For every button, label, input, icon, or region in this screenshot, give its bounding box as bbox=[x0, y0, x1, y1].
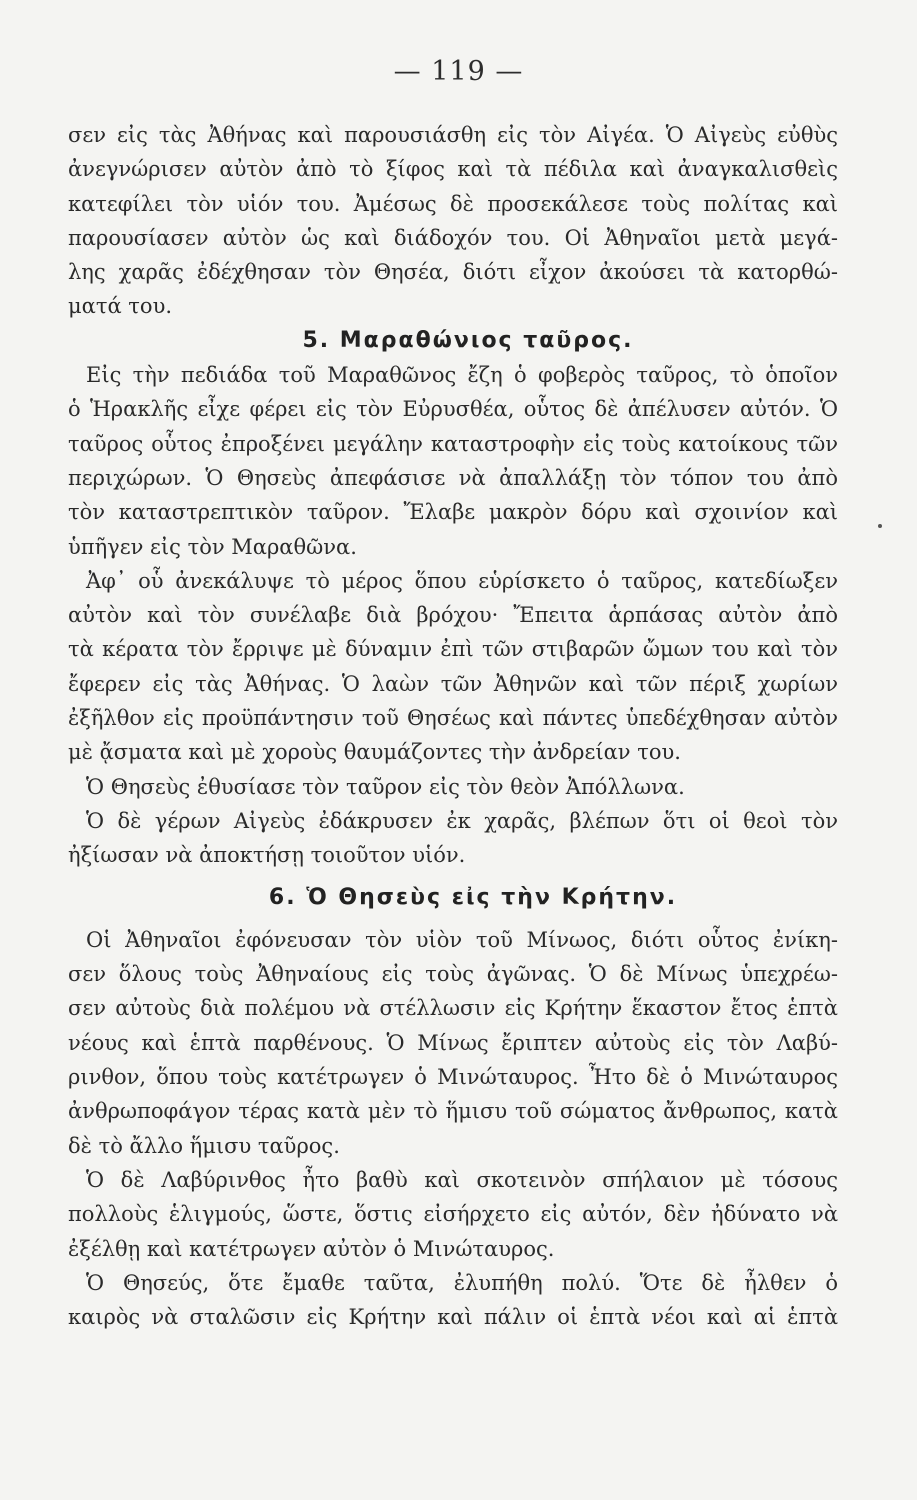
text-line: περιχώρων. Ὁ Θησεὺς ἀπεφάσισε νὰ ἀπαλλάξῃ τὸν τόπον του ἀπὸ bbox=[68, 465, 838, 490]
section-heading-5: 5. Μαραθώνιος ταῦρος. bbox=[302, 327, 634, 353]
text-line: ἐξέλθῃ καὶ κατέτρωγεν αὐτὸν ὁ Μινώταυρος. bbox=[68, 1236, 555, 1261]
text-line: ἠξίωσαν νὰ ἀποκτήσῃ τοιοῦτον υἱόν. bbox=[68, 843, 466, 868]
text-line: ἀνεγνώρισεν αὐτὸν ἀπὸ τὸ ξίφος καὶ τὰ πέδιλα καὶ ἀναγκαλισθεὶς bbox=[68, 157, 838, 182]
text-line: τὰ κέρατα τὸν ἔρριψε μὲ δύναμιν ἐπὶ τῶν στιβαρῶν ὤμων του καὶ τὸν bbox=[68, 637, 838, 662]
text-line: ὁ Ἡρακλῆς εἶχε φέρει εἰς τὸν Εὐρυσθέα, οὗτος δὲ ἀπέλυσεν αὐτόν. Ὁ bbox=[68, 397, 838, 422]
paragraph bbox=[68, 804, 838, 873]
text-line: ρινθον, ὅπου τοὺς κατέτρωγεν ὁ Μινώταυρος. Ἦτο δὲ ὁ Μινώταυρος bbox=[68, 1065, 838, 1090]
text-line: ταῦρος οὗτος ἐπροξένει μεγάλην καταστροφὴν εἰς τοὺς κατοίκους τῶν bbox=[68, 431, 838, 456]
text-line: Ἀφ᾽ οὗ ἀνεκάλυψε τὸ μέρος ὅπου εὑρίσκετο ὁ ταῦρος, κατεδίωξεν bbox=[86, 568, 838, 593]
text-line: λης χαρᾶς ἐδέχθησαν τὸν Θησέα, διότι εἶχον ἀκούσει τὰ κατορθώ- bbox=[68, 260, 838, 285]
text-line: παρουσίασεν αὐτὸν ὡς καὶ διάδοχόν του. Οἱ Ἀθηναῖοι μετὰ μεγά- bbox=[68, 225, 838, 250]
paragraph bbox=[68, 770, 838, 804]
text-line: τὸν καταστρεπτικὸν ταῦρον. Ἔλαβε μακρὸν δόρυ καὶ σχοινίον καὶ bbox=[68, 500, 838, 525]
text-line: ἀνθρωποφάγον τέρας κατὰ μὲν τὸ ἥμισυ τοῦ σώματος ἄνθρωπος, κατὰ bbox=[68, 1099, 838, 1124]
page-number: — 119 — bbox=[393, 56, 524, 87]
text-line: Ὁ δὲ Λαβύρινθος ἦτο βαθὺ καὶ σκοτεινὸν σπήλαιον μὲ τόσους bbox=[86, 1167, 838, 1192]
text-line: Οἱ Ἀθηναῖοι ἐφόνευσαν τὸν υἱὸν τοῦ Μίνωος, διότι οὗτος ἐνίκη- bbox=[86, 927, 838, 952]
text-line: καιρὸς νὰ σταλῶσιν εἰς Κρήτην καὶ πάλιν οἱ ἑπτὰ νέοι καὶ αἱ ἑπτὰ bbox=[68, 1305, 838, 1330]
text-line: Ὁ Θησεὺς ἐθυσίασε τὸν ταῦρον εἰς τὸν θεὸν Ἀπόλλωνα. bbox=[86, 774, 685, 799]
body-text bbox=[68, 118, 838, 1334]
paper-speck bbox=[878, 524, 882, 528]
text-line: ὑπῆγεν εἰς τὸν Μαραθῶνα. bbox=[68, 534, 357, 559]
text-line: ἔφερεν εἰς τὰς Ἀθήνας. Ὁ λαὼν τῶν Ἀθηνῶν καὶ τῶν πέριξ χωρίων bbox=[68, 671, 838, 696]
spacer bbox=[68, 915, 838, 923]
text-line: σεν ὅλους τοὺς Ἀθηναίους εἰς τοὺς ἀγῶνας. Ὁ δὲ Μίνως ὑπεχρέω- bbox=[68, 962, 838, 987]
text-line: νέους καὶ ἑπτὰ παρθένους. Ὁ Μίνως ἔριπτεν αὐτοὺς εἰς τὸν Λαβύ- bbox=[68, 1030, 838, 1055]
text-line: σεν αὐτοὺς διὰ πολέμου νὰ στέλλωσιν εἰς Κρήτην ἕκαστον ἔτος ἑπτὰ bbox=[68, 996, 838, 1021]
text-line: ἐξῆλθον εἰς προϋπάντησιν τοῦ Θησέως καὶ πάντες ὑπεδέχθησαν αὐτὸν bbox=[68, 706, 838, 731]
text-line: ματά του. bbox=[68, 294, 173, 319]
paragraph bbox=[68, 118, 838, 324]
text-line: πολλοὺς ἑλιγμούς, ὥστε, ὅστις εἰσήρχετο εἰς αὐτόν, δὲν ἠδύνατο νὰ bbox=[68, 1202, 838, 1227]
spacer bbox=[68, 873, 838, 881]
text-line: σεν εἰς τὰς Ἀθήνας καὶ παρουσιάσθη εἰς τὸν Αἰγέα. Ὁ Αἰγεὺς εὐθὺς bbox=[68, 123, 838, 147]
text-line: αὐτὸν καὶ τὸν συνέλαβε διὰ βρόχου· Ἔπειτα ἁρπάσας αὐτὸν ἀπὸ bbox=[68, 603, 838, 628]
section-heading-6: 6. Ὁ Θησεὺς εἰς τὴν Κρήτην. bbox=[268, 884, 678, 910]
paragraph bbox=[68, 358, 838, 564]
paragraph bbox=[68, 1266, 838, 1335]
paragraph bbox=[68, 923, 838, 1163]
text-line: κατεφίλει τὸν υἱόν του. Ἀμέσως δὲ προσεκάλεσε τοὺς πολίτας καὶ bbox=[68, 191, 838, 216]
text-line: Ὁ Θησεύς, ὅτε ἔμαθε ταῦτα, ἐλυπήθη πολύ. Ὅτε δὲ ἦλθεν ὁ bbox=[86, 1270, 838, 1295]
text-line: Ὁ δὲ γέρων Αἰγεὺς ἐδάκρυσεν ἐκ χαρᾶς, βλέπων ὅτι οἱ θεοὶ τὸν bbox=[86, 808, 838, 833]
paragraph bbox=[68, 1163, 838, 1266]
text-line: μὲ ᾄσματα καὶ μὲ χοροὺς θαυμάζοντες τὴν ἀνδρείαν του. bbox=[68, 740, 681, 765]
paragraph bbox=[68, 564, 838, 770]
text-line: Εἰς τὴν πεδιάδα τοῦ Μαραθῶνος ἔζη ὁ φοβερὸς ταῦρος, τὸ ὁποῖον bbox=[86, 363, 838, 388]
text-line: δὲ τὸ ἄλλο ἥμισυ ταῦρος. bbox=[68, 1133, 340, 1158]
